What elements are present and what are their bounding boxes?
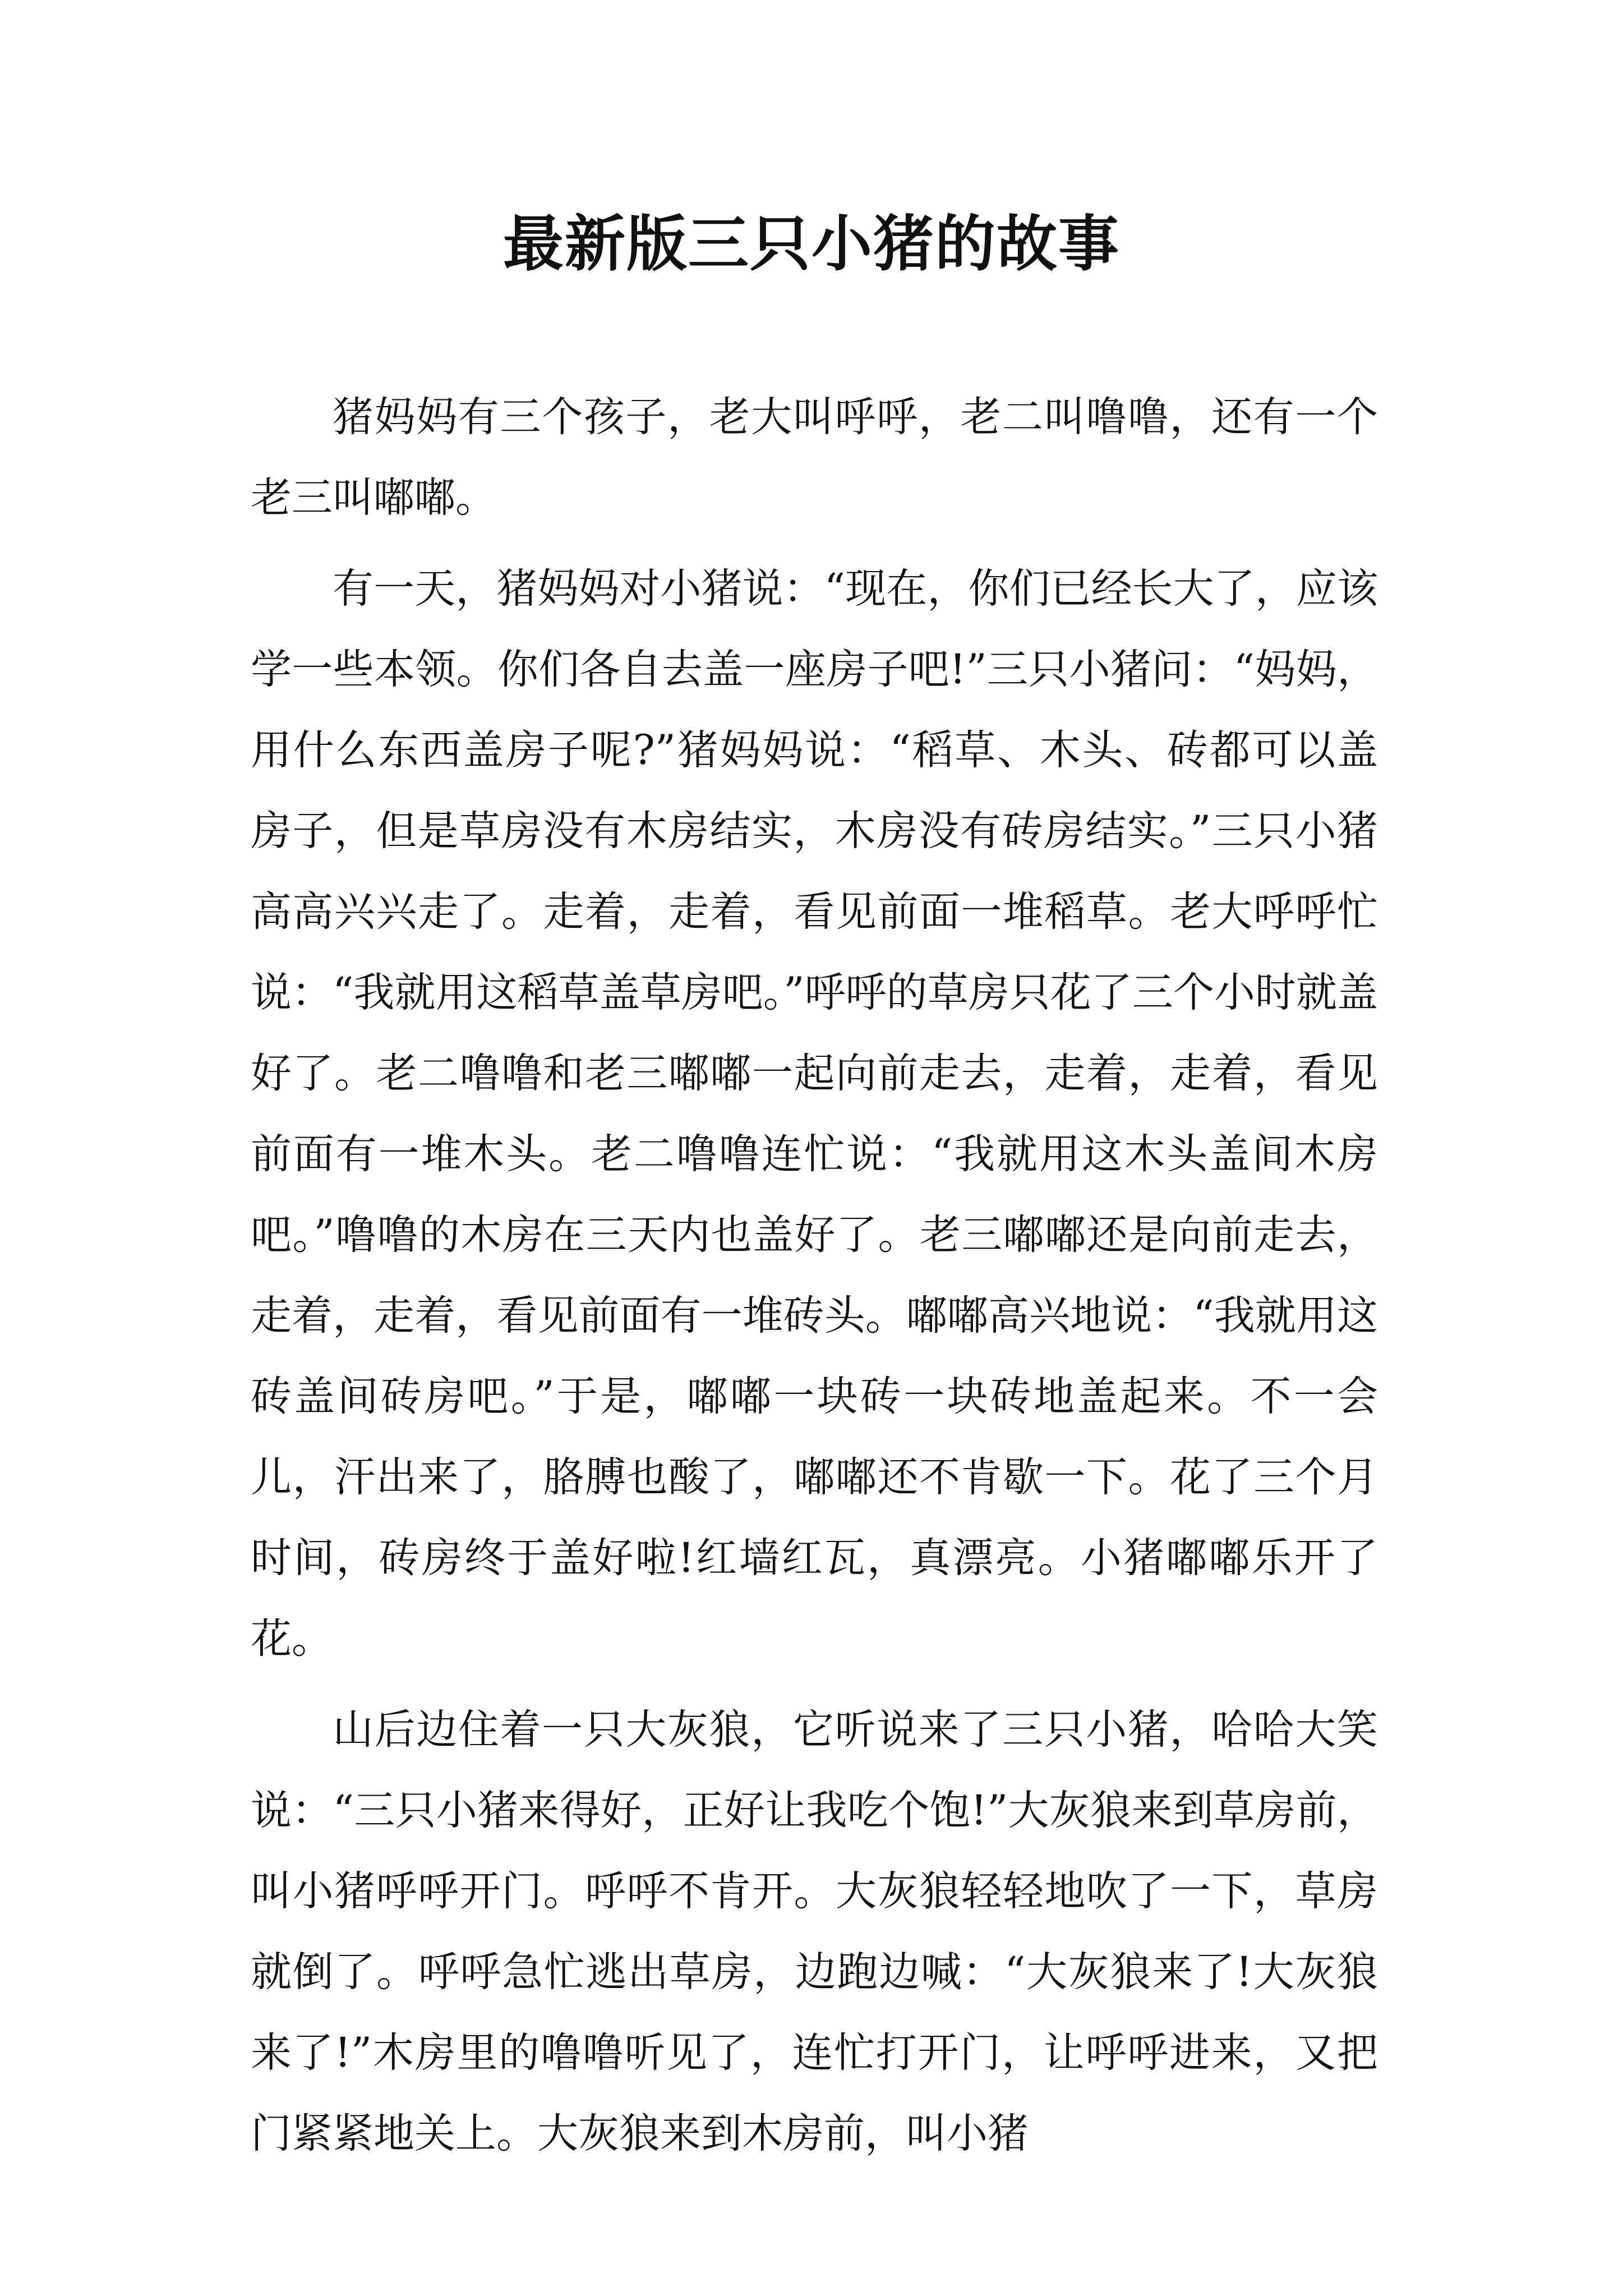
document-title: 最新版三只小猪的故事 xyxy=(502,209,1120,279)
document-body xyxy=(251,377,1378,2174)
paragraph: 山后边住着一只大灰狼，它听说来了三只小猪，哈哈大笑说：“三只小猪来得好，正好让我吃个饱!”大灰狼来到草房前，叫小猪呼呼开门。呼呼不肯开。大灰狼轻轻地吹了一下，草房就倒了。呼呼急忙逃出草房，边跑边喊：“大灰狼来了!大灰狼来了!”木房里的噜噜听见了，连忙打开门，让呼呼进来，又把门紧紧地关上。大灰狼来到木房前，叫小猪 xyxy=(251,1706,1378,2157)
paragraph: 有一天，猪妈妈对小猪说：“现在，你们已经长大了，应该学一些本领。你们各自去盖一座房子吧!”三只小猪问：“妈妈，用什么东西盖房子呢?”猪妈妈说：“稻草、木头、砖都可以盖房子，但是草房没有木房结实，木房没有砖房结实。”三只小猪高高兴兴走了。走着，走着，看见前面一堆稻草。老大呼呼忙说：“我就用这稻草盖草房吧。”呼呼的草房只花了三个小时就盖好了。老二噜噜和老三嘟嘟一起向前走去，走着，走着，看见前面有一堆木头。老二噜噜连忙说：“我就用这木头盖间木房吧。”噜噜的木房在三天内也盖好了。老三嘟嘟还是向前走去，走着，走着，看见前面有一堆砖头。嘟嘟高兴地说：“我就用这砖盖间砖房吧。”于是，嘟嘟一块砖一块砖地盖起来。不一会儿，汗出来了，胳膊也酸了，嘟嘟还不肯歇一下。花了三个月时间，砖房终于盖好啦!红墙红瓦，真漂亮。小猪嘟嘟乐开了花。 xyxy=(251,565,1378,1663)
paragraph: 猪妈妈有三个孩子，老大叫呼呼，老二叫噜噜，还有一个老三叫嘟嘟。 xyxy=(251,393,1378,522)
